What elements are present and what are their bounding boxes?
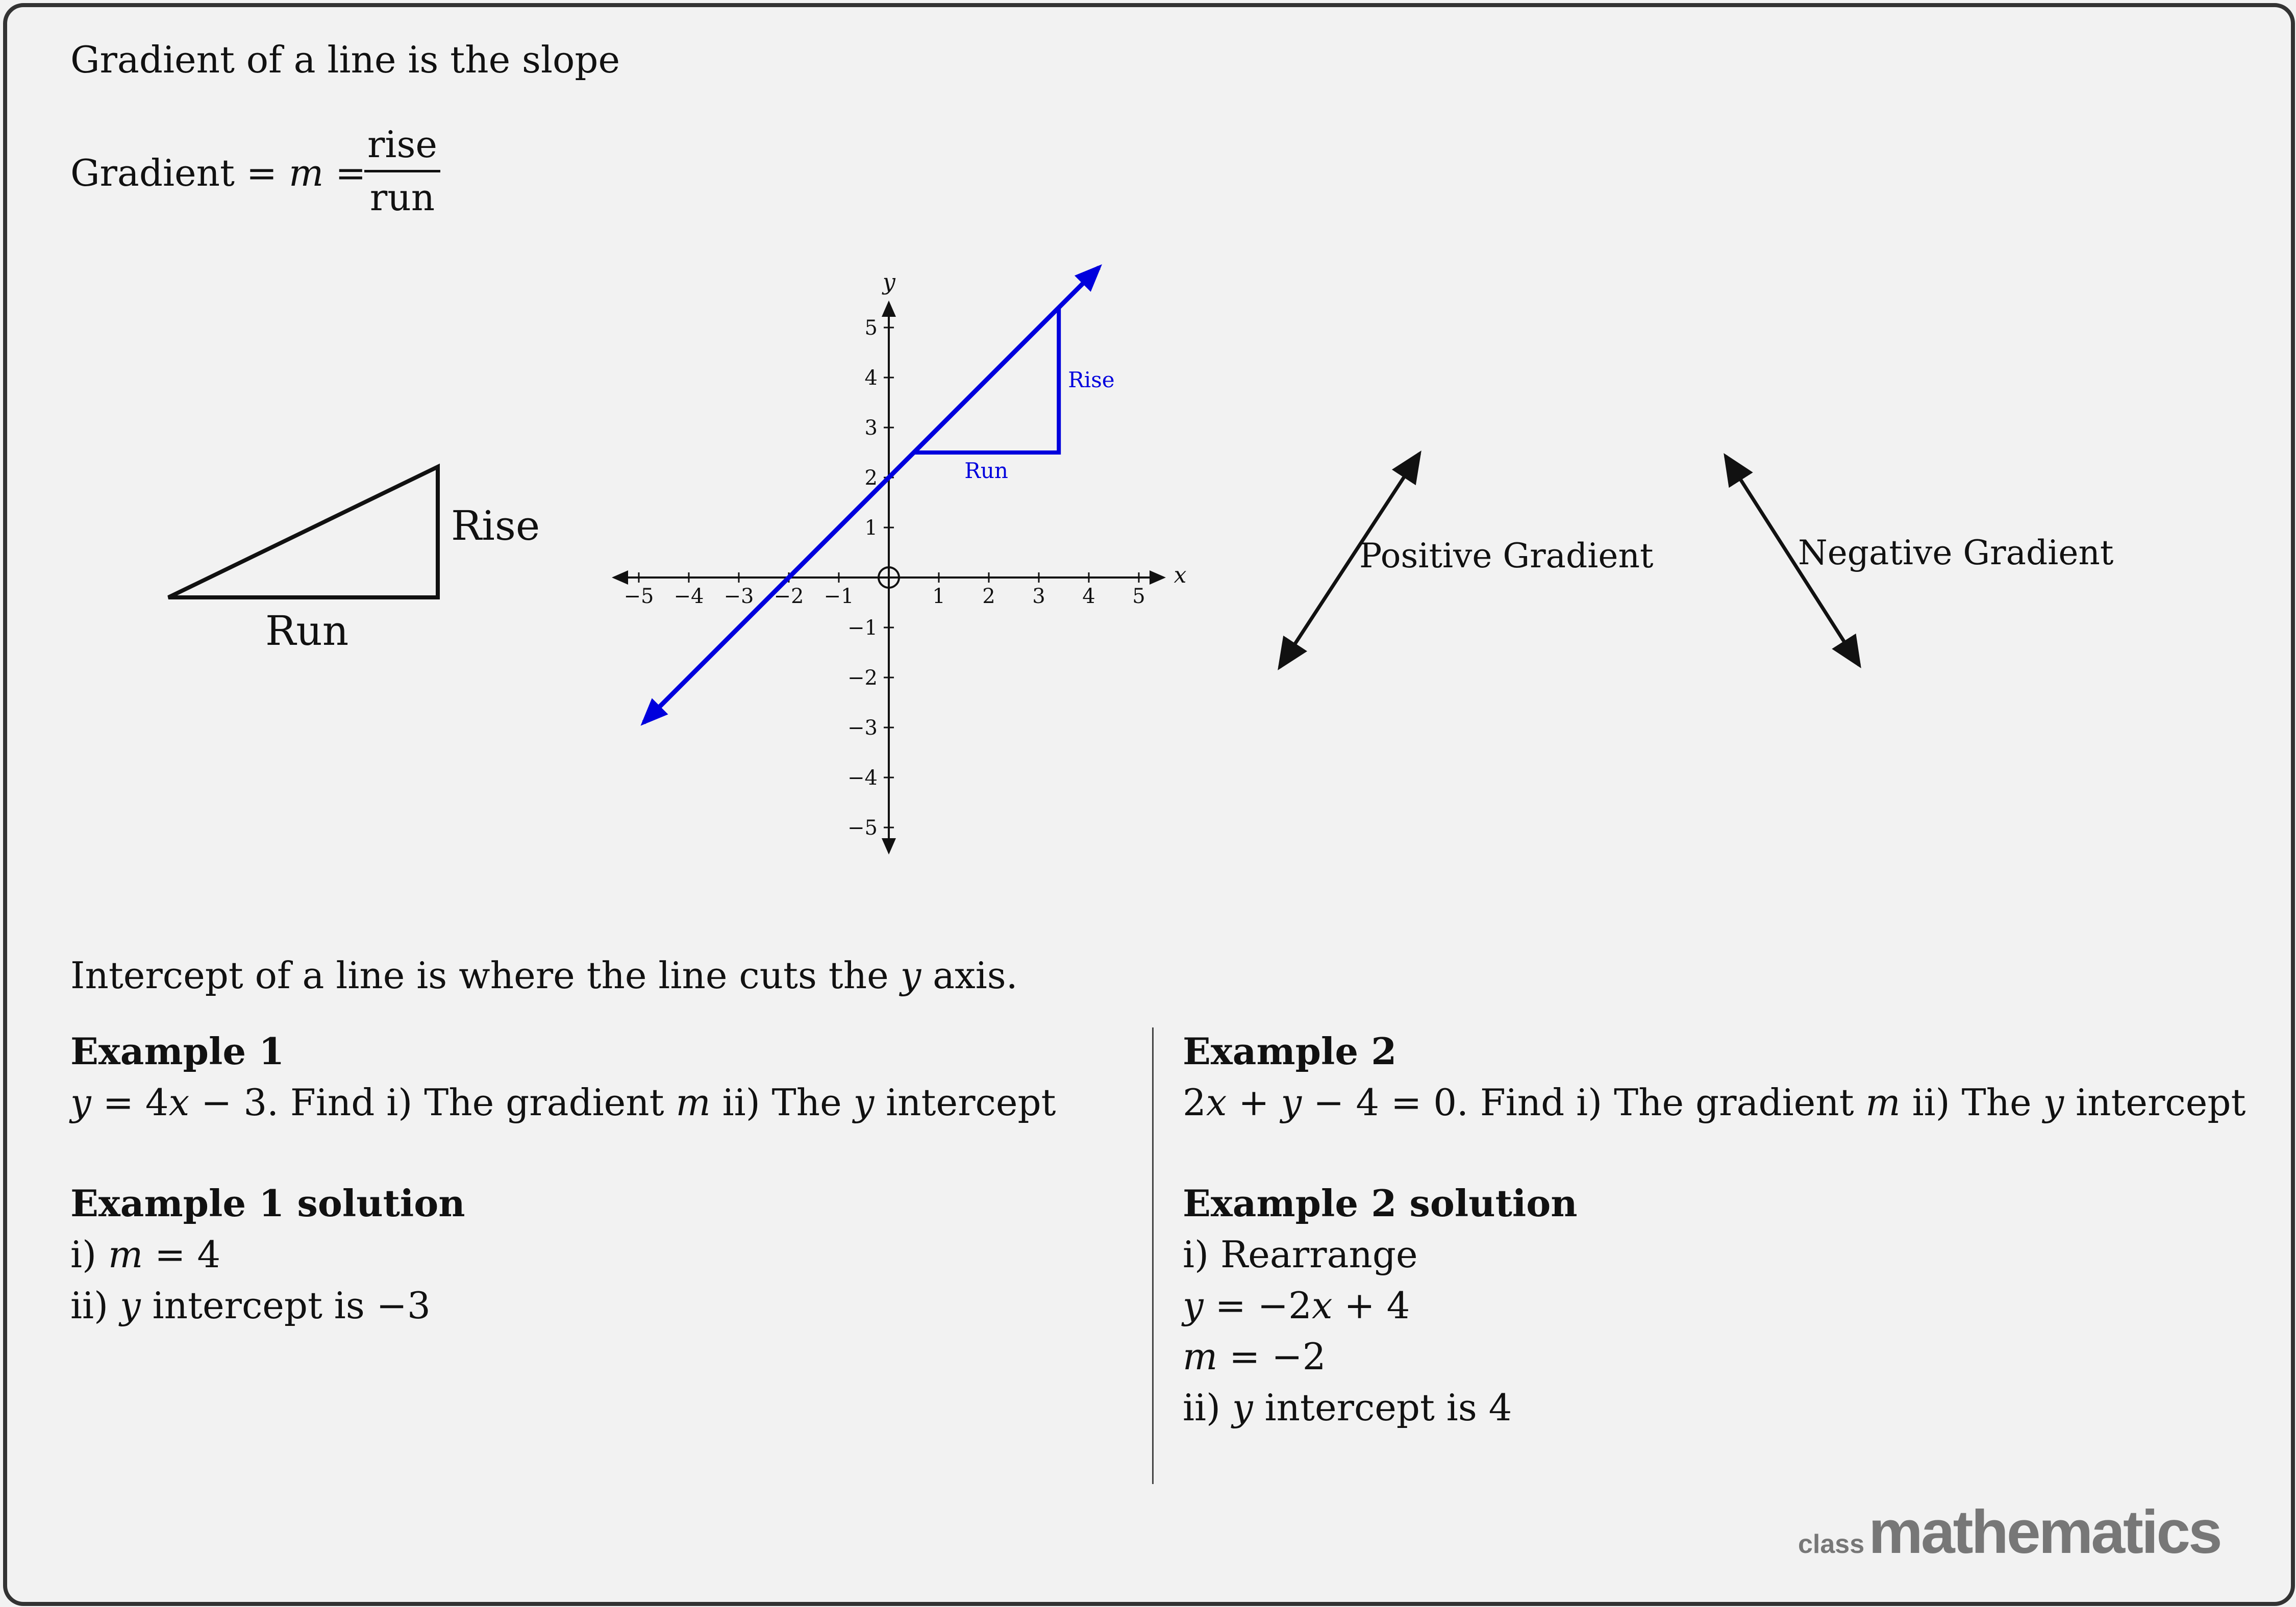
x-tick-label: −3 <box>723 585 754 608</box>
chart-run-label: Run <box>964 458 1008 483</box>
ex1-s2-y: y <box>120 1284 141 1327</box>
intercept-definition <box>70 953 1018 997</box>
y-tick-label: 1 <box>864 516 878 540</box>
y-tick-label: 2 <box>864 466 878 490</box>
fraction-denominator: run <box>369 176 435 219</box>
ex2-s2-mid: = −2 <box>1203 1284 1312 1327</box>
ex1-s2-prefix: ii) <box>70 1284 120 1327</box>
ex2-q-find: Find i) The gradient <box>1468 1081 1866 1124</box>
y-tick-label: −3 <box>847 716 878 740</box>
formula-eq: = <box>335 152 366 194</box>
x-tick-label: 1 <box>932 585 945 608</box>
x-axis-label: x <box>1174 562 1187 588</box>
negative-gradient-label: Negative Gradient <box>1798 533 2114 572</box>
positive-gradient-diagram <box>1257 436 1665 691</box>
x-tick-label: 2 <box>982 585 995 608</box>
ex2-s4-prefix: ii) <box>1183 1386 1233 1429</box>
ex1-eq-x: x <box>168 1081 190 1124</box>
coordinate-graph <box>594 257 1206 869</box>
example2-solution-line3 <box>1183 1335 1326 1378</box>
x-tick-label: −2 <box>773 585 804 608</box>
y-axis-label: y <box>883 269 895 295</box>
ex1-eq-end: − 3. <box>189 1081 279 1124</box>
triangle-run-label: Run <box>265 607 349 655</box>
chart-rise-label: Rise <box>1068 367 1115 392</box>
intercept-text-after: axis. <box>921 954 1018 997</box>
ex1-s1-prefix: i) <box>70 1233 109 1276</box>
column-divider <box>1152 1027 1154 1484</box>
ex2-s4-y: y <box>1232 1386 1253 1429</box>
ex2-s3-rest: = −2 <box>1217 1335 1326 1378</box>
ex2-eq-x: x <box>1206 1081 1227 1124</box>
ex2-q-y: y <box>2043 1081 2064 1124</box>
class-mathematics-logo <box>1798 1497 2220 1567</box>
ex1-q-find: Find i) The gradient <box>279 1081 676 1124</box>
example1-solution-line2 <box>70 1284 431 1327</box>
gradient-formula <box>70 151 366 195</box>
example2-solution-line1: i) Rearrange <box>1183 1233 1418 1276</box>
example1-question <box>70 1081 1056 1124</box>
ex2-eq-a: 2 <box>1183 1081 1206 1124</box>
logo-big-text: mathematics <box>1868 1498 2220 1566</box>
ex1-q-mid: ii) The <box>710 1081 854 1124</box>
ex1-q-y: y <box>853 1081 875 1124</box>
formula-m: m <box>289 152 324 194</box>
ex1-s1-rest: = 4 <box>143 1233 221 1276</box>
triangle-shape <box>168 467 438 597</box>
x-tick-label: −1 <box>823 585 854 608</box>
ex1-eq-mid: = 4 <box>91 1081 169 1124</box>
ex2-s2-y: y <box>1183 1284 1204 1327</box>
ex2-q-mid: ii) The <box>1900 1081 2043 1124</box>
positive-gradient-label: Positive Gradient <box>1359 536 1654 575</box>
ex2-q-m: m <box>1865 1081 1901 1124</box>
ex2-q-end: intercept <box>2064 1081 2246 1124</box>
ex2-eq-y: y <box>1281 1081 1302 1124</box>
example2-question <box>1183 1081 2245 1124</box>
example2-solution-line2 <box>1183 1284 1410 1327</box>
y-tick-label: −2 <box>847 666 878 690</box>
intercept-text-before: Intercept of a line is where the line cuts the <box>70 954 901 997</box>
x-tick-label: 3 <box>1032 585 1045 608</box>
x-tick-label: −5 <box>623 585 654 608</box>
fraction-numerator: rise <box>364 124 440 172</box>
ex2-s2-x: x <box>1311 1284 1333 1327</box>
x-tick-label: 5 <box>1132 585 1145 608</box>
ex1-q-end: intercept <box>874 1081 1056 1124</box>
example1-solution-title: Example 1 solution <box>70 1182 465 1225</box>
gradient-definition: Gradient of a line is the slope <box>70 38 620 81</box>
y-tick-label: −4 <box>847 766 878 790</box>
y-tick-label: 3 <box>864 416 878 440</box>
x-tick-label: −4 <box>673 585 704 608</box>
example1-solution-line1 <box>70 1233 220 1276</box>
ex1-s2-rest: intercept is −3 <box>140 1284 431 1327</box>
ex2-s3-m: m <box>1183 1335 1218 1378</box>
y-tick-label: 5 <box>864 316 878 340</box>
ex2-eq-b: + <box>1227 1081 1281 1124</box>
ex2-eq-c: − 4 = 0. <box>1302 1081 1468 1124</box>
example2-solution-line4 <box>1183 1386 1512 1429</box>
rise-run-triangle <box>160 456 568 660</box>
y-tick-label: −1 <box>847 616 878 640</box>
formula-lhs: Gradient = <box>70 152 278 194</box>
worksheet-frame <box>3 3 2295 1606</box>
ex2-s2-end: + 4 <box>1332 1284 1410 1327</box>
y-tick-label: −5 <box>847 816 878 840</box>
y-tick-label: 4 <box>864 366 878 390</box>
intercept-y: y <box>900 954 921 997</box>
x-tick-label: 4 <box>1082 585 1095 608</box>
example1-title: Example 1 <box>70 1030 285 1073</box>
example2-title: Example 2 <box>1183 1030 1397 1073</box>
ex2-s4-rest: intercept is 4 <box>1253 1386 1512 1429</box>
logo-small-text: class <box>1798 1529 1865 1559</box>
ex1-s1-m: m <box>108 1233 143 1276</box>
example2-solution-title: Example 2 solution <box>1183 1182 1578 1225</box>
triangle-rise-label: Rise <box>451 502 540 549</box>
negative-gradient-diagram <box>1691 436 2150 691</box>
ex1-q-m: m <box>676 1081 711 1124</box>
ex1-eq-y: y <box>70 1081 91 1124</box>
rise-over-run-fraction <box>364 124 440 218</box>
